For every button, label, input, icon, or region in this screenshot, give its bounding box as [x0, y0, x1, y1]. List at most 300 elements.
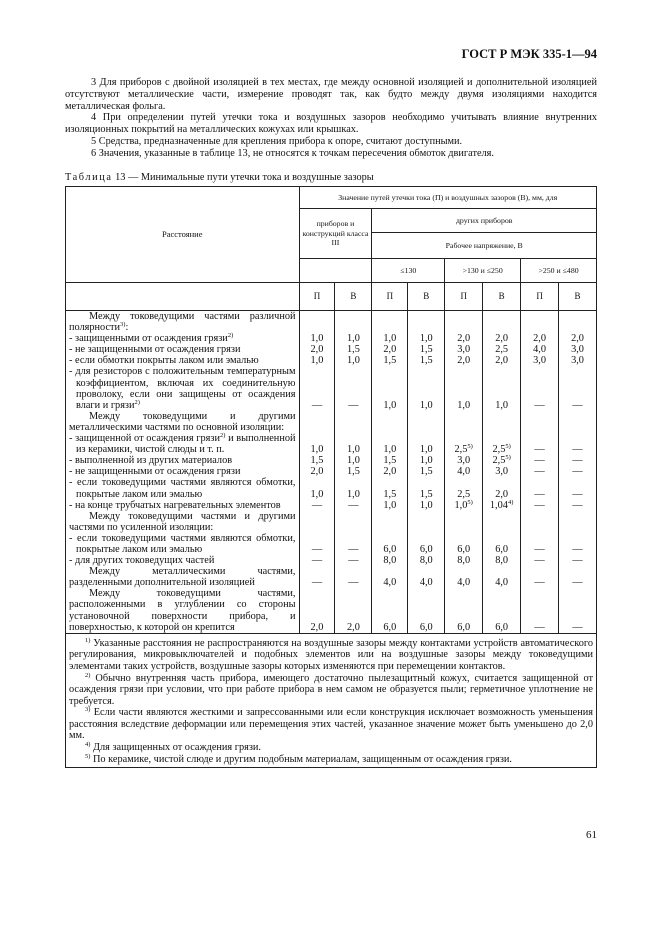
value-cell — [559, 511, 597, 533]
value-cell — [299, 344, 335, 355]
footnote-mark: 2) — [85, 671, 91, 679]
header-class3-spacer — [299, 259, 372, 283]
value-cell — [299, 555, 335, 566]
value-cell — [299, 311, 335, 334]
footnote-text: Указанные расстояния не распространяются на воздушные зазоры между контактами устройств автоматического регулирования, микровыключателей и подобных элементов или на воздушные зазоры между токоведущими элементами таких устройств, воздушные зазоры которых изменяются при перемещении контактов. — [69, 637, 594, 672]
table-title-text: 13 — Минимальные пути утечки тока и воздушные зазоры — [115, 172, 374, 183]
header-p: П — [445, 283, 483, 311]
table-row — [66, 466, 597, 477]
value-text: 1,0 — [419, 455, 433, 467]
value-cell — [408, 411, 445, 433]
value-text: 8,0 — [457, 555, 471, 567]
value-cell — [559, 333, 597, 344]
value-text: 4,0 — [495, 577, 509, 589]
value-text: 1,0 — [419, 399, 433, 411]
value-text: 1,0 — [419, 444, 433, 456]
value-text: 1,0 — [419, 499, 433, 511]
value-text: 2,0 — [310, 466, 324, 478]
table-row — [66, 344, 597, 355]
value-cell — [445, 333, 483, 344]
value-text: — — [534, 399, 545, 411]
value-cell — [335, 466, 372, 477]
value-text: 2,0 — [383, 344, 397, 356]
row-label — [66, 477, 300, 499]
value-text: 1,0 — [310, 444, 324, 456]
value-text: — — [572, 399, 583, 411]
value-cell — [445, 455, 483, 466]
row-label — [66, 455, 300, 466]
value-text: 3,0 — [571, 355, 584, 367]
value-text: 1,0 — [346, 488, 360, 500]
header-b: В — [408, 283, 445, 311]
value-cell — [335, 411, 372, 433]
value-text: 8,0 — [419, 555, 433, 567]
value-text: 2,0 — [495, 488, 509, 500]
value-text: — — [572, 543, 583, 555]
value-text: 1,5 — [310, 455, 324, 467]
row-label-text: - не защищенными от осаждения грязи — [69, 466, 241, 478]
value-text: — — [534, 466, 545, 478]
row-label-text: - если токоведущими частями являются обмотки, покрытые лаком или эмалью — [69, 477, 296, 500]
value-cell — [483, 511, 521, 533]
value-cell — [521, 466, 559, 477]
value-cell — [299, 355, 335, 366]
value-text: 2,0 — [310, 344, 324, 356]
footnote-ref: 5) — [467, 498, 473, 506]
value-text: 1,0 — [310, 488, 324, 500]
value-cell — [483, 411, 521, 433]
footnote-ref: 2) — [134, 398, 140, 406]
value-cell — [483, 500, 521, 511]
row-label — [66, 366, 300, 410]
value-cell — [335, 588, 372, 633]
value-text: — — [534, 621, 545, 633]
value-cell — [483, 566, 521, 588]
footnote-text: Если части являются жесткими и запрессованными или если конструкция исключает возможность уменьшения расстояния вследствие деформации или перемещения этих частей, указанное значение может быть уменьшено до 2,0 мм. — [69, 707, 594, 742]
value-cell — [408, 355, 445, 366]
value-cell — [521, 411, 559, 433]
row-label-text: - защищенной от осаждения грязи — [69, 433, 220, 445]
header-p: П — [372, 283, 408, 311]
value-cell — [408, 588, 445, 633]
value-text: — — [534, 444, 545, 456]
value-text: 6,0 — [419, 543, 433, 555]
value-cell — [372, 533, 408, 555]
value-cell — [483, 477, 521, 499]
row-label — [66, 311, 300, 334]
table-row — [66, 311, 597, 334]
value-cell — [372, 344, 408, 355]
row-label — [66, 588, 300, 633]
value-cell — [335, 533, 372, 555]
value-cell — [335, 455, 372, 466]
value-cell — [445, 500, 483, 511]
footnote-ref: 2) — [227, 332, 234, 340]
footnote — [69, 638, 593, 673]
value-text: 3,0 — [457, 344, 471, 356]
row-label — [66, 533, 300, 555]
value-cell — [372, 433, 408, 455]
value-cell — [372, 511, 408, 533]
header-values: Значение путей утечки тока (П) и воздушных зазоров (В), мм, для — [299, 187, 597, 209]
header-voltage-1: ≤130 — [372, 259, 445, 283]
value-text: 2,0 — [346, 621, 360, 633]
value-text: 1,5 — [419, 466, 433, 478]
value-text: — — [534, 555, 545, 567]
row-label-text: - на конце трубчатых нагревательных элементов — [69, 499, 281, 511]
value-text: — — [534, 499, 545, 511]
value-text: 3,0 — [533, 355, 546, 367]
value-cell — [372, 366, 408, 410]
header-working-voltage: Рабочее напряжение, В — [372, 233, 597, 259]
footnote-ref: 3) — [120, 321, 126, 329]
value-cell — [445, 411, 483, 433]
footnote-ref: 5) — [467, 443, 473, 451]
value-text: 6,0 — [495, 543, 509, 555]
note-3: 3 Для приборов с двойной изоляцией в тех местах, где между основной изоляцией и дополнительной изоляцией отсутствуют металлические части, измерение проводят так, как будто между двумя изоляциями находится металлическая фольга. — [65, 77, 597, 112]
value-text: 1,04 — [489, 499, 508, 511]
table-row — [66, 588, 597, 633]
row-label-text: Между токоведущими частями, расположенными в углублении со стороны установочной поверхности прибора, и поверхностью, к которой он крепится — [69, 588, 296, 633]
note-4: 4 При определении путей утечки тока и воздушных зазоров необходимо учитывать влияние внутренних изоляционных покрытий на металлических кожухах или крышках. — [65, 112, 597, 136]
table-row — [66, 555, 597, 566]
value-cell — [299, 333, 335, 344]
value-cell — [335, 433, 372, 455]
value-cell — [408, 344, 445, 355]
value-cell — [372, 566, 408, 588]
table-row — [66, 533, 597, 555]
value-cell — [335, 366, 372, 410]
table-row — [66, 433, 597, 455]
header-distance: Расстояние — [66, 187, 300, 283]
value-cell — [372, 555, 408, 566]
value-cell — [299, 466, 335, 477]
table-row — [66, 511, 597, 533]
value-cell — [372, 311, 408, 334]
row-label — [66, 511, 300, 533]
value-cell — [483, 555, 521, 566]
value-cell — [299, 511, 335, 533]
value-cell — [372, 333, 408, 344]
note-6: 6 Значения, указанные в таблице 13, не относятся к точкам пересечения обмоток двигателя. — [91, 147, 494, 159]
value-cell — [408, 333, 445, 344]
value-text: 2,0 — [310, 621, 324, 633]
value-cell — [483, 355, 521, 366]
value-cell — [521, 555, 559, 566]
value-text: 6,0 — [383, 543, 397, 555]
value-text: — — [534, 543, 545, 555]
value-cell — [335, 355, 372, 366]
value-text: 1,0 — [310, 355, 324, 367]
value-text: 1,5 — [419, 344, 433, 356]
value-text: — — [348, 577, 359, 589]
footnote-ref: 5) — [505, 443, 511, 451]
value-text: 2,0 — [457, 333, 471, 345]
footnote-text: По керамике, чистой слюде и другим подобным материалам, защищенным от осаждения грязи. — [93, 753, 513, 765]
value-text: 1,0 — [495, 399, 509, 411]
footnote-text: Для защищенных от осаждения грязи. — [93, 742, 261, 754]
value-cell — [483, 366, 521, 410]
value-cell — [521, 366, 559, 410]
value-cell — [483, 311, 521, 334]
value-cell — [483, 533, 521, 555]
row-label-text: - выполненной из других материалов — [69, 455, 233, 467]
value-text: 1,5 — [346, 344, 360, 356]
table-row — [66, 477, 597, 499]
value-cell — [408, 433, 445, 455]
footnote-mark: 3) — [85, 706, 91, 714]
value-cell — [299, 477, 335, 499]
header-b: В — [335, 283, 372, 311]
value-cell — [559, 466, 597, 477]
value-text: 1,0 — [310, 333, 324, 345]
value-cell — [408, 533, 445, 555]
value-cell — [483, 344, 521, 355]
footnote — [69, 754, 593, 766]
value-cell — [408, 555, 445, 566]
footnotes-row — [66, 633, 597, 768]
value-text: 1,5 — [419, 355, 433, 367]
value-text: 6,0 — [457, 543, 471, 555]
footnote-mark: 1) — [85, 636, 91, 644]
header-other-devices: других приборов — [372, 209, 597, 233]
value-cell — [483, 333, 521, 344]
value-cell — [483, 433, 521, 455]
value-cell — [521, 533, 559, 555]
table-row — [66, 411, 597, 433]
value-text: 1,0 — [346, 444, 360, 456]
note-5: 5 Средства, предназначенные для крепления прибора к опоре, считают доступными. — [91, 135, 463, 147]
value-cell — [335, 555, 372, 566]
value-cell — [335, 311, 372, 334]
table-row — [66, 355, 597, 366]
header-voltage-2: >130 и ≤250 — [445, 259, 521, 283]
value-cell — [335, 344, 372, 355]
value-cell — [559, 477, 597, 499]
value-cell — [372, 455, 408, 466]
row-label-text: - не защищенными от осаждения грязи — [69, 344, 241, 356]
value-cell — [559, 344, 597, 355]
value-cell — [521, 333, 559, 344]
row-label — [66, 500, 300, 511]
value-text: 1,0 — [383, 333, 397, 345]
footnote-text: Обычно внутренняя часть прибора, имеющего достаточно пылезащитный кожух, считается защищенной от осаждения грязи при условии, что при работе прибора в нем самом не образуется пыли; герметичное уплотнение не требуется. — [69, 672, 593, 707]
footnote — [69, 707, 593, 742]
value-cell — [445, 433, 483, 455]
value-cell — [299, 433, 335, 455]
value-text: 2,5 — [495, 344, 509, 356]
value-text: 6,0 — [457, 621, 471, 633]
value-cell — [445, 344, 483, 355]
header-blank — [66, 283, 300, 311]
value-text: — — [572, 621, 583, 633]
table-title — [65, 172, 374, 183]
value-cell — [483, 588, 521, 633]
row-label-text: - если обмотки покрыты лаком или эмалью — [69, 355, 259, 367]
value-cell — [559, 500, 597, 511]
clearance-table — [65, 186, 597, 768]
document-header: ГОСТ Р МЭК 335-1—94 — [461, 47, 597, 61]
value-cell — [408, 511, 445, 533]
value-text: 2,5 — [457, 488, 471, 500]
value-cell — [483, 466, 521, 477]
value-cell — [559, 555, 597, 566]
value-text: 8,0 — [383, 555, 397, 567]
value-text: — — [572, 466, 583, 478]
value-text: — — [572, 499, 583, 511]
value-cell — [299, 500, 335, 511]
value-cell — [335, 566, 372, 588]
value-cell — [299, 566, 335, 588]
value-text: 8,0 — [495, 555, 509, 567]
value-cell — [372, 466, 408, 477]
value-text: 4,0 — [533, 344, 546, 356]
value-cell — [408, 366, 445, 410]
row-label-text: Между токоведущими частями и другими частями по усиленной изоляции: — [69, 510, 296, 533]
value-cell — [521, 455, 559, 466]
value-cell — [521, 511, 559, 533]
value-text: 1,0 — [419, 333, 433, 345]
value-cell — [408, 566, 445, 588]
table-row — [66, 566, 597, 588]
value-text: — — [311, 543, 323, 555]
value-text: — — [572, 444, 583, 456]
value-cell — [372, 500, 408, 511]
value-text: — — [572, 577, 583, 589]
value-cell — [445, 466, 483, 477]
value-cell — [521, 355, 559, 366]
value-cell — [335, 500, 372, 511]
value-text: — — [572, 555, 583, 567]
value-text: 3,0 — [457, 455, 471, 467]
value-text: — — [311, 499, 323, 511]
value-cell — [559, 433, 597, 455]
value-cell — [445, 511, 483, 533]
table-row — [66, 366, 597, 410]
value-cell — [445, 533, 483, 555]
value-cell — [559, 366, 597, 410]
footnote-ref: 5) — [505, 454, 511, 462]
value-cell — [483, 455, 521, 466]
row-label-text: - для других токоведущих частей — [69, 555, 215, 567]
table-row — [66, 333, 597, 344]
value-text: — — [348, 399, 359, 411]
value-cell — [408, 455, 445, 466]
value-cell — [372, 588, 408, 633]
row-label — [66, 344, 300, 355]
value-text: 1,0 — [454, 499, 468, 511]
value-cell — [521, 344, 559, 355]
value-text: 2,5 — [454, 444, 468, 456]
value-text: 1,0 — [346, 455, 360, 467]
value-cell — [521, 500, 559, 511]
value-text: 2,5 — [492, 455, 506, 467]
value-text: — — [534, 455, 545, 467]
value-cell — [559, 566, 597, 588]
value-text: 1,5 — [419, 488, 433, 500]
value-cell — [408, 477, 445, 499]
row-label — [66, 466, 300, 477]
value-cell — [559, 455, 597, 466]
value-cell — [559, 411, 597, 433]
value-cell — [335, 477, 372, 499]
value-text: 1,0 — [383, 399, 397, 411]
value-cell — [335, 511, 372, 533]
value-text: 1,0 — [383, 499, 397, 511]
value-cell — [408, 500, 445, 511]
value-text: 1,5 — [383, 355, 397, 367]
value-text: 1,0 — [383, 444, 397, 456]
value-text: 2,0 — [571, 333, 584, 345]
footnote-mark: 4) — [85, 741, 91, 749]
value-cell — [559, 355, 597, 366]
value-cell — [559, 533, 597, 555]
value-text: — — [311, 555, 323, 567]
row-label — [66, 566, 300, 588]
header-class3: приборов и конструкций класса III — [299, 209, 372, 259]
value-cell — [445, 366, 483, 410]
value-cell — [521, 311, 559, 334]
value-cell — [445, 588, 483, 633]
header-b: В — [559, 283, 597, 311]
value-cell — [299, 533, 335, 555]
footnote-mark: 5) — [85, 752, 91, 760]
header-b: В — [483, 283, 521, 311]
page-number: 61 — [586, 829, 597, 841]
value-text: — — [534, 488, 545, 500]
value-text: 1,0 — [346, 333, 360, 345]
value-cell — [299, 588, 335, 633]
value-text: — — [572, 488, 583, 500]
value-text: — — [348, 543, 359, 555]
value-text: — — [348, 499, 359, 511]
value-text: — — [311, 577, 323, 589]
header-p: П — [299, 283, 335, 311]
value-text: 6,0 — [495, 621, 509, 633]
value-cell — [299, 455, 335, 466]
row-label-text: Между токоведущими и другими металлическими частями по основной изоляции: — [69, 410, 296, 433]
row-label-text: Между токоведущими частями различной полярности — [69, 311, 296, 334]
value-text: 1,0 — [346, 355, 360, 367]
value-text: 1,0 — [457, 399, 471, 411]
value-cell — [445, 566, 483, 588]
value-cell — [521, 477, 559, 499]
value-text: 2,0 — [383, 466, 397, 478]
table-title-prefix: Таблица — [65, 172, 113, 183]
value-text: 6,0 — [383, 621, 397, 633]
value-cell — [408, 466, 445, 477]
row-label-tail: и выполненной из керамики, чистой слюды и т. п. — [76, 433, 296, 456]
value-cell — [372, 477, 408, 499]
row-label — [66, 333, 300, 344]
value-cell — [445, 311, 483, 334]
value-cell — [521, 566, 559, 588]
value-text: 2,0 — [495, 355, 509, 367]
row-label-text: - если токоведущими частями являются обмотки, покрытые лаком или эмалью — [69, 532, 296, 555]
value-text: — — [311, 399, 323, 411]
notes-block — [65, 77, 597, 160]
header-p: П — [521, 283, 559, 311]
value-cell — [372, 411, 408, 433]
footnote-ref: 2) — [219, 432, 226, 440]
row-label — [66, 411, 300, 433]
row-label — [66, 555, 300, 566]
value-cell — [559, 588, 597, 633]
header-voltage-3: >250 и ≤480 — [521, 259, 597, 283]
row-label-text: - защищенными от осаждения грязи — [69, 333, 228, 345]
value-text: — — [572, 455, 583, 467]
value-text: — — [534, 577, 545, 589]
